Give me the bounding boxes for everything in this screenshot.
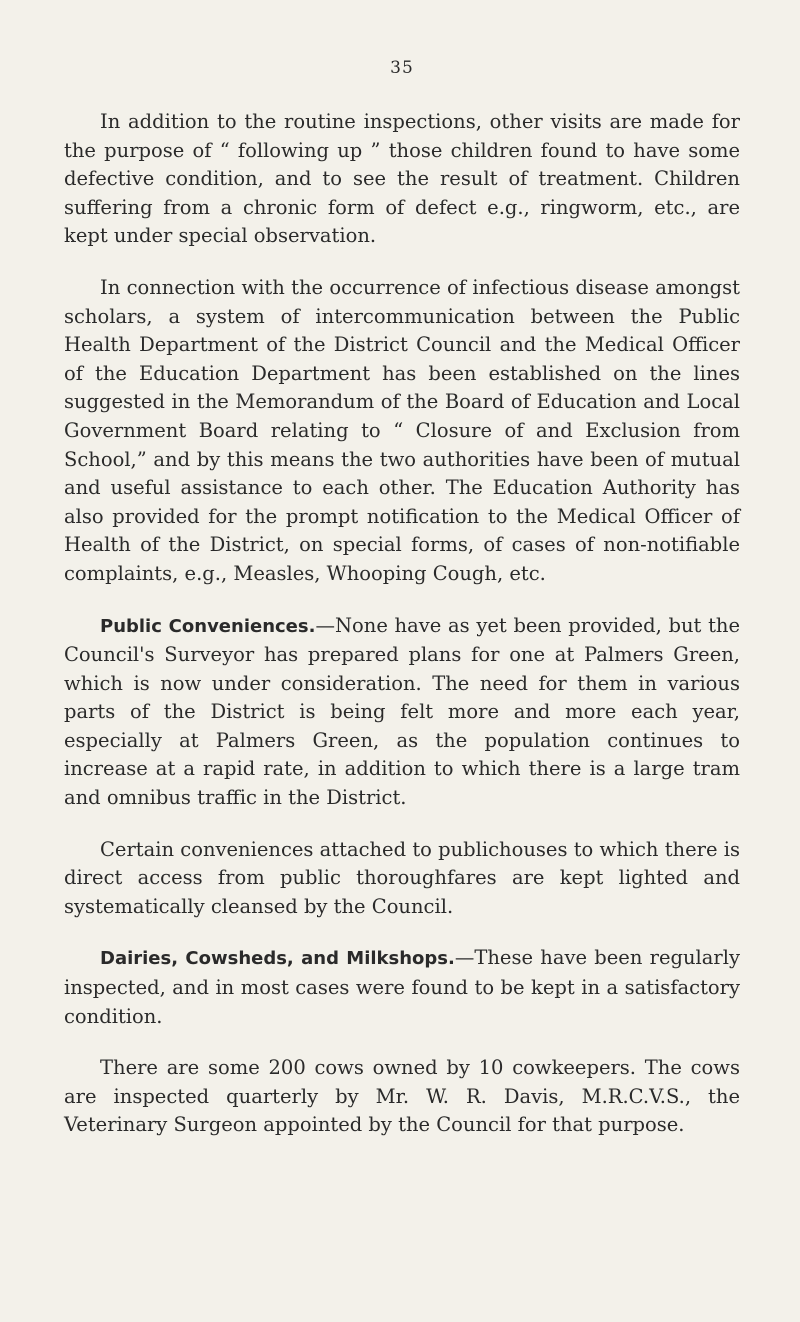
- paragraph-text: In addition to the routine inspections, other visits are made for the purpose of “ following up ” those children found to have some defective condition, and to see the result of treatment. Children suffering from a chronic form of defect e.g., ringworm, etc., are kept under special observation.: [64, 110, 740, 248]
- paragraph-text: There are some 200 cows owned by 10 cowkeepers. The cows are inspected quarterly by Mr. W. R. Davis, M.R.C.V.S., the Veterinary Surgeon appointed by the Council for that purpose.: [64, 1056, 740, 1137]
- paragraph-infectious-disease: [64, 274, 740, 589]
- paragraph-publichouses: [64, 836, 740, 922]
- paragraph-text: Certain conveniences attached to publichouses to which there is direct access from public thoroughfares are kept lighted and systematically cleansed by the Council.: [64, 837, 740, 918]
- paragraph-public-conveniences: [64, 612, 740, 813]
- page-number: 35: [390, 58, 414, 78]
- paragraph-text: —These have been regularly inspected, and in most cases were found to be kept in a satisfactory condition.: [64, 946, 740, 1028]
- section-heading-dairies: Dairies, Cowsheds, and Milkshops.: [100, 948, 455, 970]
- paragraph-text: In connection with the occurrence of infectious disease amongst scholars, a system of intercommunication between the Public Health Department of the District Council and the Medical Officer of the Education Department has been established on the lines suggested in the Memorandum of the Board of Education and Local Government Board relating to “ Closure of and Exclusion from School,” and by this means the two authorities have been of mutual and useful assistance to each other. The Education Authority has also provided for the prompt notification to the Medical Officer of Health of the District, on special forms, of cases of non-notifiable complaints, e.g., Measles, Whooping Cough, etc.: [64, 275, 740, 585]
- paragraph-text: —None have as yet been provided, but the Council's Surveyor has prepared plans for one at Palmers Green, which is now under consideration. The need for them in various parts of the District is being felt more and more each year, especially at Palmers Green, as the population continues to increase at a rapid rate, in addition to which there is a large tram and omnibus traffic in the District.: [64, 613, 741, 810]
- paragraph-cows: [64, 1054, 740, 1140]
- paragraph-follow-up-visits: [64, 108, 740, 251]
- paragraph-dairies: [64, 944, 740, 1031]
- section-heading-public-conveniences: Public Conveniences.: [100, 615, 316, 637]
